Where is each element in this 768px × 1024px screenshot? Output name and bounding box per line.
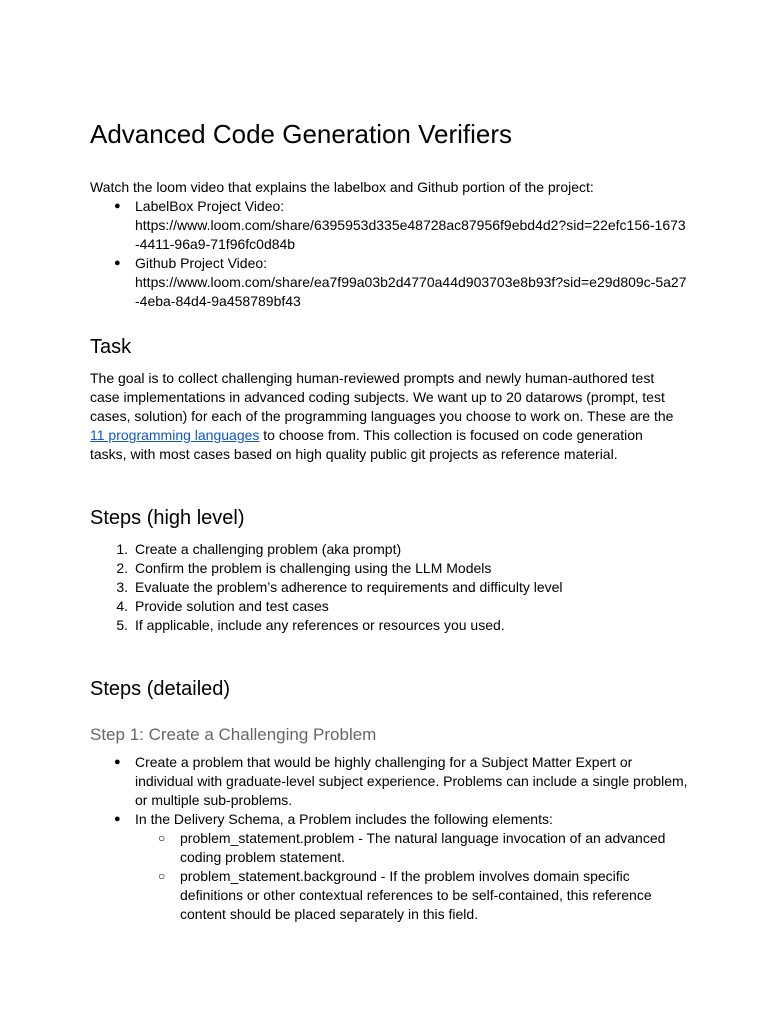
step1-bullet-2: In the Delivery Schema, a Problem includes the following elements: [135,811,553,827]
list-item: 2. Confirm the problem is challenging using the LLM Models [116,560,492,576]
step1-bullet-1: Create a problem that would be highly challenging for a Subject Matter Expert or individual with graduate-level subject experience. Problems can include a single problem, or multiple sub-problems. [135,754,688,808]
list-item [90,810,690,924]
task-paragraph [90,369,680,464]
task-heading: Task [90,336,132,358]
list-item [90,197,690,254]
sub-bullet-marker: ○ [158,869,166,883]
list-item [90,254,690,311]
task-text-before: The goal is to collect challenging human-reviewed prompts and newly human-authored test case implementations in advanced coding subjects. We want up to 20 datarows (prompt, test cases, solution) for each of the programming languages you choose to work on. These are the [90,370,674,424]
list-item: 3. Evaluate the problem’s adherence to requirements and difficulty level [116,579,563,595]
list-item [90,753,690,810]
list-item: 1. Create a challenging problem (aka prompt) [116,541,402,557]
video-list [90,197,690,311]
sub-bullet-marker: ○ [158,831,166,845]
intro-text: Watch the loom video that explains the labelbox and Github portion of the project: [90,179,594,195]
task-text-after: to choose from. This collection is focused on code generation tasks, with most cases based on high quality public git projects as reference material. [90,427,643,462]
list-item [90,867,690,924]
video-label: Github Project Video: [135,255,268,271]
problem-element: problem_statement.background - If the problem involves domain specific definitions or other contextual references to be self-contained, this reference content should be placed separately in this field. [180,868,652,922]
bullet-marker: ● [114,756,121,768]
steps-high-heading: Steps (high level) [90,507,245,529]
page-title: Advanced Code Generation Verifiers [90,119,513,149]
step1-heading: Step 1: Create a Challenging Problem [90,725,377,744]
steps-high-list [90,540,690,635]
problem-element: problem_statement.problem - The natural language invocation of an advanced coding problem statement. [180,830,666,865]
bullet-marker: ● [114,257,121,269]
video-url-github[interactable]: https://www.loom.com/share/ea7f99a03b2d4770a44d903703e8b93f?sid=e29d809c-5a27-4eba-84d4-9a458789bf43 [135,274,687,309]
list-item: 5. If applicable, include any references or resources you used. [116,617,505,633]
bullet-marker: ● [114,813,121,825]
intro-section [90,178,690,311]
video-label: LabelBox Project Video: [135,198,285,214]
list-item: 4. Provide solution and test cases [116,598,329,614]
steps-detailed-heading: Steps (detailed) [90,678,231,700]
programming-languages-link[interactable]: 11 programming languages [90,427,260,443]
bullet-marker: ● [114,200,121,212]
problem-elements-list [135,829,690,924]
step1-list [90,753,690,924]
list-item [90,829,690,867]
video-url-labelbox[interactable]: https://www.loom.com/share/6395953d335e48728ac87956f9ebd4d2?sid=22efc156-1673-4411-96a9-71f96fc0d84b [135,217,686,252]
